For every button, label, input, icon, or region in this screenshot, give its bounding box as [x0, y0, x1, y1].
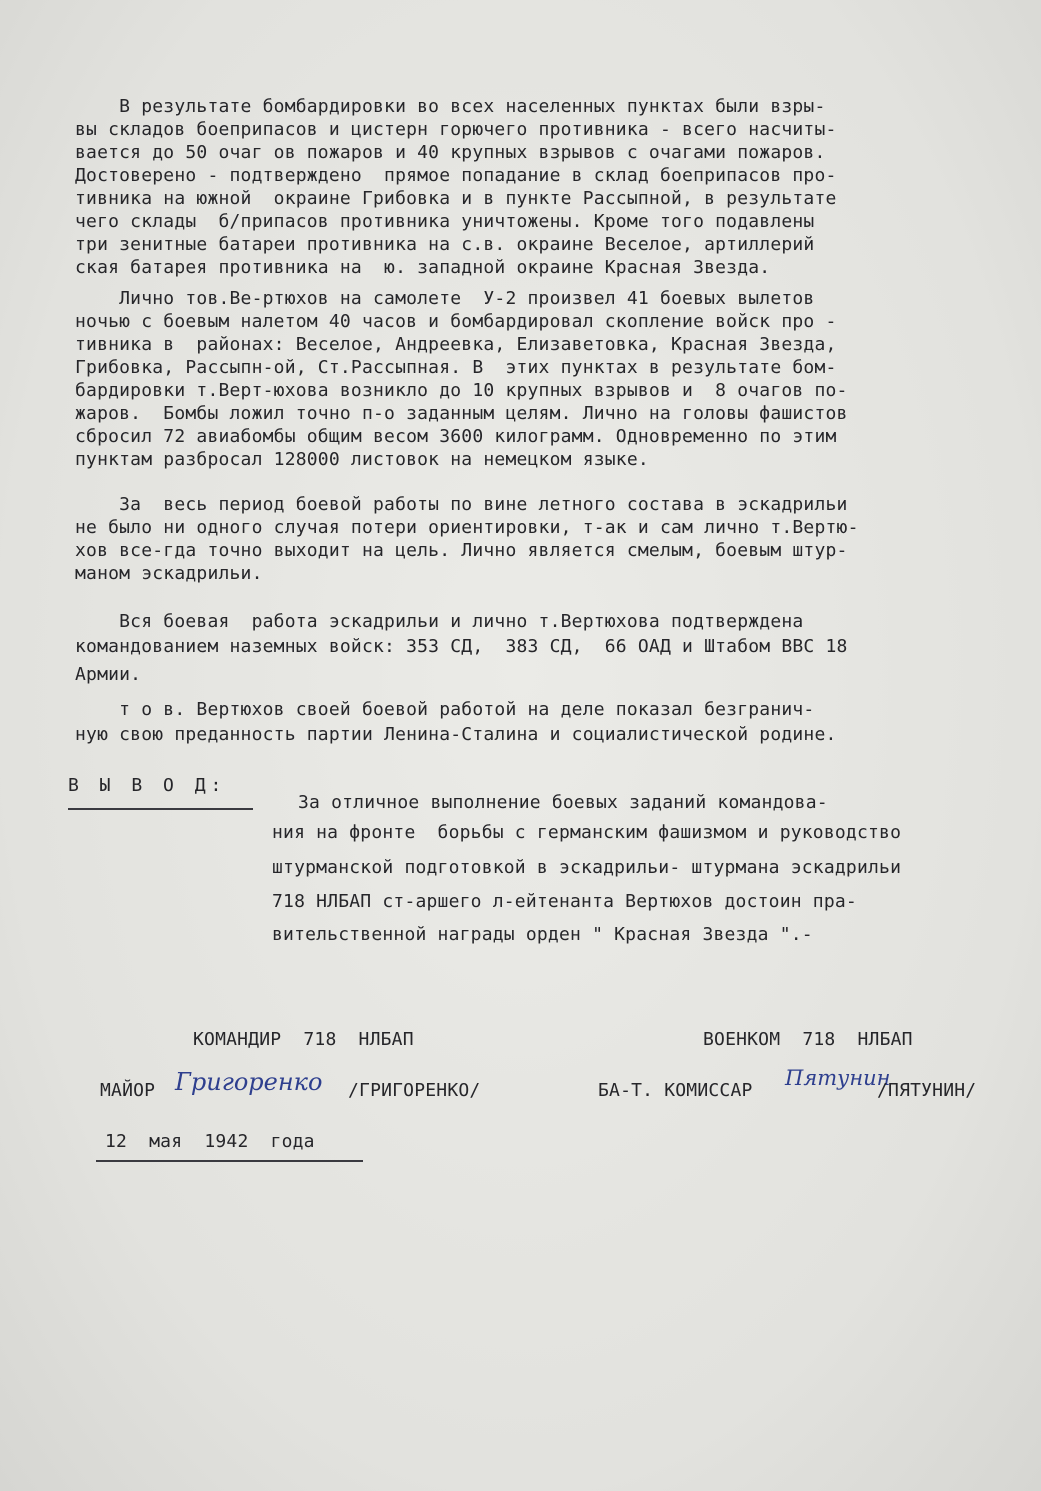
commander-name: /ГРИГОРЕНКО/ — [348, 1080, 481, 1101]
commander-title: КОМАНДИР 718 НЛБАП — [193, 1029, 414, 1050]
document-date: 12 мая 1942 года — [105, 1131, 315, 1152]
text-line: маном эскадрильи. — [75, 563, 263, 584]
text-line: т о в. Вертюхов своей боевой работой на деле показал безгранич- — [75, 699, 815, 720]
text-line: Достоверено - подтверждено прямое попадание в склад боеприпасов про- — [75, 165, 837, 186]
text-line: штурманской подготовкой в эскадрильи- штурмана эскадрильи — [272, 857, 902, 878]
commissar-title: ВОЕНКОМ 718 НЛБАП — [703, 1029, 913, 1050]
conclusion-label-underline — [68, 808, 253, 810]
text-line: В результате бомбардировки во всех населенных пунктах были взры- — [75, 96, 826, 117]
commissar-signature: Пятунин — [785, 1066, 891, 1090]
text-line: ночью с боевым налетом 40 часов и бомбардировал скопление войск про - — [75, 311, 837, 332]
text-line: вительственной награды орден " Красная Звезда ".- — [272, 924, 813, 945]
commissar-rank: БА-Т. КОМИССАР — [598, 1080, 753, 1101]
text-line: Лично тов.Ве-ртюхов на самолете У-2 произвел 41 боевых вылетов — [75, 288, 815, 309]
commissar-name: /ПЯТУНИН/ — [877, 1080, 977, 1101]
commander-signature: Григоренко — [175, 1068, 323, 1096]
text-line: 718 НЛБАП ст-аршего л-ейтенанта Вертюхов достоин пра- — [272, 891, 857, 912]
text-line: ния на фронте борьбы с германским фашизмом и руководство — [272, 822, 902, 843]
text-line: Вся боевая работа эскадрильи и лично т.Вертюхова подтверждена — [75, 611, 804, 632]
text-line: ную свою преданность партии Ленина-Сталина и социалистической родине. — [75, 724, 837, 745]
conclusion-label: В Ы В О Д: — [68, 775, 227, 796]
text-line: бардировки т.Верт-юхова возникло до 10 крупных взрывов и 8 очагов по- — [75, 380, 848, 401]
text-line: Грибовка, Рассыпн-ой, Ст.Рассыпная. В этих пунктах в результате бом- — [75, 357, 837, 378]
text-line: За весь период боевой работы по вине летного состава в эскадрильи — [75, 494, 848, 515]
text-line: пунктам разбросал 128000 листовок на немецком языке. — [75, 449, 649, 470]
text-line: командованием наземных войск: 353 СД, 383 СД, 66 ОАД и Штабом ВВС 18 — [75, 636, 848, 657]
text-line: Армии. — [75, 664, 142, 685]
text-line: хов все-гда точно выходит на цель. Лично является смелым, боевым штур- — [75, 540, 848, 561]
text-line: тивника в районах: Веселое, Андреевка, Елизаветовка, Красная Звезда, — [75, 334, 837, 355]
text-line: тивника на южной окраине Грибовка и в пункте Рассыпной, в результате — [75, 188, 837, 209]
text-line: три зенитные батареи противника на с.в. окраине Веселое, артиллерий — [75, 234, 815, 255]
text-line: чего склады б/припасов противника уничтожены. Кроме того подавлены — [75, 211, 815, 232]
text-line: жаров. Бомбы ложил точно п-о заданным целям. Лично на головы фашистов — [75, 403, 848, 424]
text-line: ская батарея противника на ю. западной окраине Красная Звезда. — [75, 257, 771, 278]
commander-rank: МАЙОР — [100, 1080, 156, 1101]
text-line: не было ни одного случая потери ориентировки, т-ак и сам лично т.Вертю- — [75, 517, 859, 538]
text-line: За отличное выполнение боевых заданий командова- — [298, 792, 828, 813]
text-line: вы складов боеприпасов и цистерн горючего противника - всего насчиты- — [75, 119, 837, 140]
text-line: вается до 50 очаг ов пожаров и 40 крупных взрывов с очагами пожаров. — [75, 142, 826, 163]
date-underline — [96, 1160, 363, 1162]
text-line: сбросил 72 авиабомбы общим весом 3600 килограмм. Одновременно по этим — [75, 426, 837, 447]
